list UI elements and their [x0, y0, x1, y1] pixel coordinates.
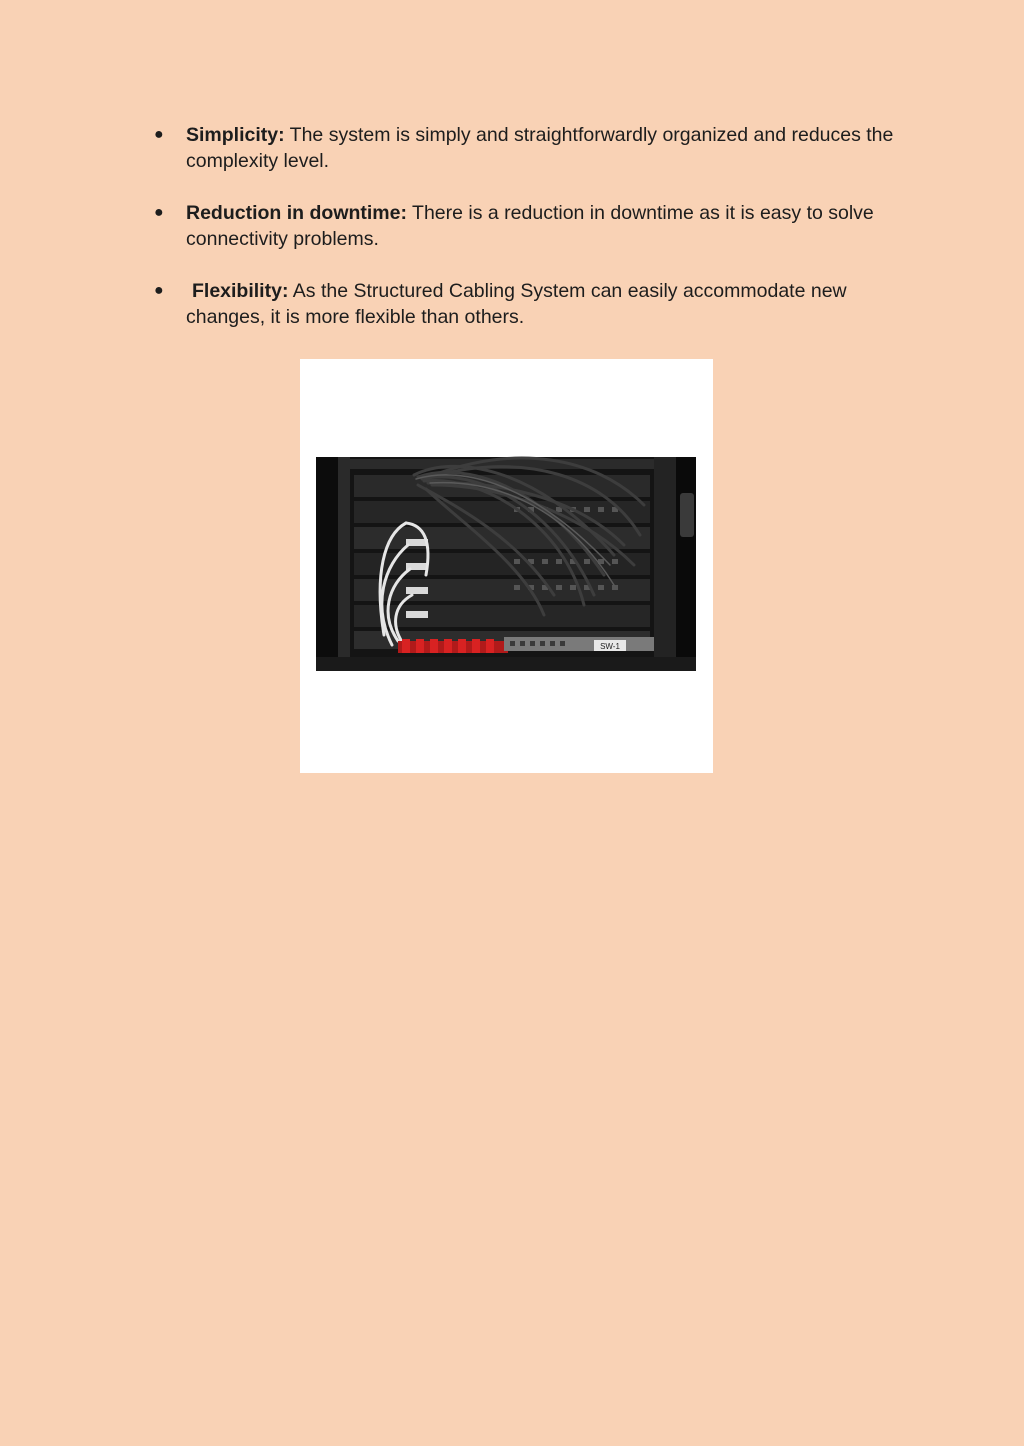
bullet-reduction-in-downtime: [0, 200, 1024, 252]
bullet-term: Flexibility:: [192, 280, 289, 302]
network-switch: [504, 637, 654, 651]
bullet-dot-icon: ●: [154, 282, 164, 299]
bullet-text: There is a reduction in downtime as it is easy to solve connectivity problems.: [186, 202, 874, 250]
server-rack-image: [314, 445, 698, 685]
bullet-text: As the Structured Cabling System can easily accommodate new changes, it is more flexible than others.: [186, 280, 847, 328]
feature-list: [0, 122, 1024, 356]
bullet-term: Simplicity:: [186, 124, 285, 146]
switch-label: SW-1: [600, 642, 620, 651]
bullet-dot-icon: ●: [154, 204, 164, 221]
bullet-dot-icon: ●: [154, 126, 164, 143]
server-rack-photo: [300, 359, 713, 773]
bullet-text: The system is simply and straightforwardly organized and reduces the complexity level.: [186, 124, 894, 172]
bullet-flexibility: [0, 278, 1024, 330]
bullet-term: Reduction in downtime:: [186, 202, 407, 224]
bullet-simplicity: [0, 122, 1024, 174]
